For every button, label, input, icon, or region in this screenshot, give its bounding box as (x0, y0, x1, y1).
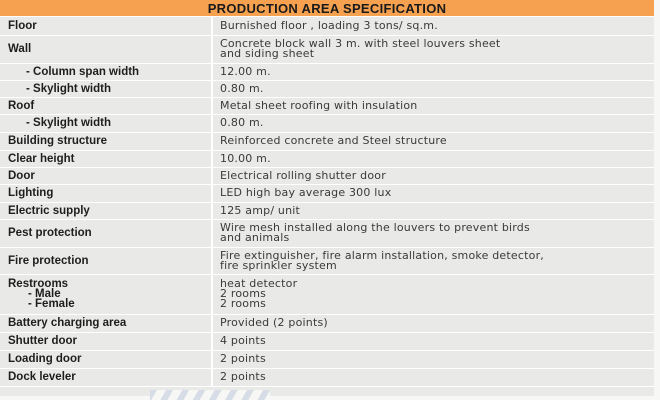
row-value (212, 114, 654, 132)
row-value (212, 17, 654, 35)
row-value-text: 12.00 m. (220, 64, 271, 78)
row-value (212, 97, 654, 114)
row-label (0, 167, 212, 184)
row-value (212, 132, 654, 150)
row-label-text: - Column span width (26, 65, 140, 78)
row-label-text: Building structure (8, 135, 108, 147)
row-label-text: Roof (8, 99, 35, 112)
row-value-text: Metal sheet roofing with insulation (220, 98, 418, 112)
table-row (0, 167, 654, 184)
table-row (0, 132, 654, 150)
row-value-text: Reinforced concrete and Steel structure (220, 134, 447, 147)
row-label (0, 150, 212, 167)
table-title: PRODUCTION AREA SPECIFICATION (0, 0, 654, 17)
row-label-text: Dock leveler (8, 371, 76, 383)
row-label (0, 35, 212, 63)
row-label (0, 314, 212, 332)
row-value-text: and siding sheet (220, 47, 315, 60)
row-label (0, 350, 212, 368)
specification-table-body (0, 17, 654, 386)
row-value-text: LED high bay average 300 lux (220, 186, 392, 199)
table-row (0, 114, 654, 132)
table-row (0, 202, 654, 219)
row-label-text: Battery charging area (8, 317, 127, 329)
table-row (0, 247, 654, 274)
row-value-text: 2 rooms (220, 297, 267, 310)
table-row (0, 63, 654, 80)
row-label-text: Restrooms (8, 278, 69, 290)
row-value (212, 80, 654, 97)
row-label (0, 274, 212, 314)
row-value (212, 35, 654, 63)
row-value-text: fire sprinkler system (220, 258, 337, 272)
row-label (0, 17, 212, 35)
row-value-text: 2 points (220, 352, 266, 365)
row-value-text: Fire extinguisher, fire alarm installation, smoke detector, (220, 248, 544, 262)
row-value (212, 63, 654, 80)
row-value-text: heat detector (220, 277, 298, 290)
row-label (0, 202, 212, 219)
row-value-text: 0.80 m. (220, 81, 264, 95)
table-row (0, 184, 654, 202)
row-label (0, 219, 212, 247)
row-label-text: Floor (8, 19, 37, 32)
row-value-text: and animals (220, 231, 290, 244)
row-value-text: Provided (2 points) (220, 316, 328, 329)
row-label (0, 332, 212, 350)
row-value-text: 0.80 m. (220, 116, 264, 129)
row-value-text: 2 rooms (220, 287, 267, 300)
row-label (0, 132, 212, 150)
row-label-text: - Skylight width (26, 82, 111, 95)
table-row (0, 219, 654, 247)
row-value-text: Electrical rolling shutter door (220, 168, 386, 182)
row-label-text: - Female (28, 298, 75, 310)
table-row (0, 80, 654, 97)
row-value-text: 2 points (220, 370, 266, 383)
table-row (0, 332, 654, 350)
row-label (0, 247, 212, 274)
row-label-text: - Male (28, 288, 61, 300)
row-value (212, 167, 654, 184)
row-label-text: Wall (8, 43, 32, 55)
specification-table (0, 17, 654, 387)
row-label (0, 97, 212, 114)
row-value (212, 274, 654, 314)
row-value (212, 368, 654, 386)
row-label (0, 184, 212, 202)
row-value-text: Wire mesh installed along the louvers to prevent birds (220, 221, 530, 234)
row-value-text: Burnished floor , loading 3 tons/ sq.m. (220, 18, 438, 32)
row-value-text: 10.00 m. (220, 151, 271, 165)
row-label-text: - Skylight width (26, 117, 111, 129)
row-value (212, 150, 654, 167)
table-row (0, 17, 654, 35)
row-label-text: Clear height (8, 152, 75, 165)
row-label (0, 114, 212, 132)
row-value (212, 350, 654, 368)
row-label-text: Lighting (8, 187, 54, 199)
table-row (0, 150, 654, 167)
row-value-text: 125 amp/ unit (220, 203, 301, 217)
row-label (0, 63, 212, 80)
row-label (0, 368, 212, 386)
table-row (0, 35, 654, 63)
row-label-text: Door (8, 169, 35, 182)
row-label-text: Fire protection (8, 254, 89, 267)
row-label-text: Shutter door (8, 335, 77, 347)
row-value (212, 314, 654, 332)
row-value (212, 202, 654, 219)
row-value (212, 332, 654, 350)
row-label-text: Loading door (8, 353, 82, 365)
table-row (0, 350, 654, 368)
row-value (212, 247, 654, 274)
row-label-text: Pest protection (8, 227, 92, 239)
table-row (0, 274, 654, 314)
table-row (0, 314, 654, 332)
row-label-text: Electric supply (8, 204, 90, 217)
row-value (212, 184, 654, 202)
row-value (212, 219, 654, 247)
decorative-corner-graphic (150, 390, 270, 400)
table-row (0, 368, 654, 386)
table-row (0, 97, 654, 114)
row-label (0, 80, 212, 97)
row-value-text: Concrete block wall 3 m. with steel louvers sheet (220, 37, 501, 50)
row-value-text: 4 points (220, 334, 266, 347)
